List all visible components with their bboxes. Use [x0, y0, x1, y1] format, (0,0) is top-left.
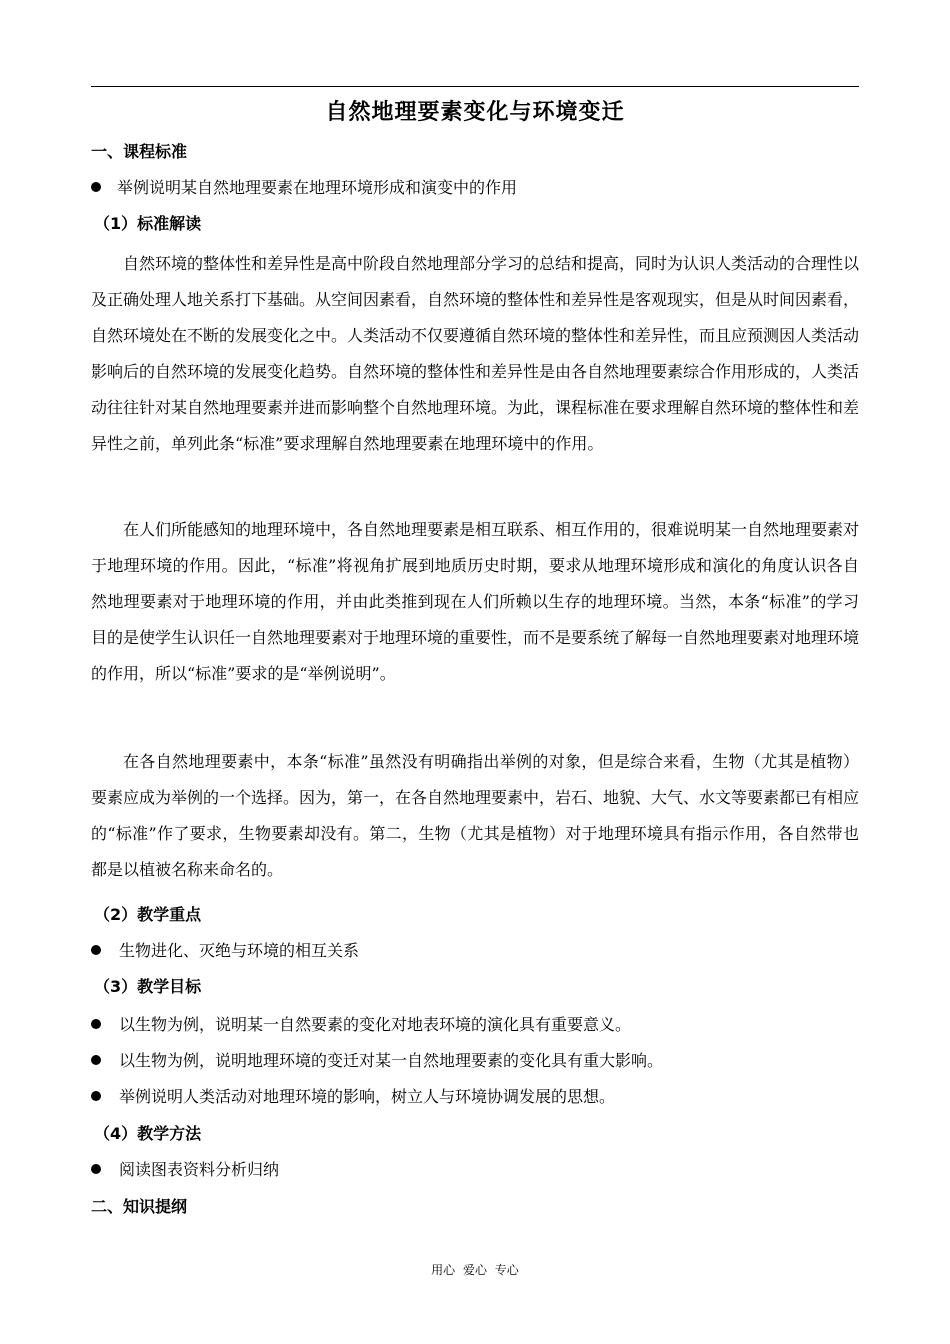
goal-item	[91, 1049, 663, 1073]
page-footer: 用心 爱心 专心	[431, 1263, 519, 1277]
standard-bullet-text: 举例说明某自然地理要素在地理环境形成和演变中的作用	[117, 178, 518, 197]
bullet-icon	[91, 945, 101, 955]
bullet-icon	[91, 1055, 101, 1065]
bullet-icon	[91, 182, 101, 192]
interpretation-paragraph-1: 自然环境的整体性和差异性是高中阶段自然地理部分学习的总结和提高，同时为认识人类活动的合理性以及正确处理人地关系打下基础。从空间因素看，自然环境的整体性和差异性是客观现实，但是从时间因素看，自然环境处在不断的发展变化之中。人类活动不仅要遵循自然环境的整体性和差异性，而且应预测因人类活动影响后的自然环境的发展变化趋势。自然环境的整体性和差异性是由各自然地理要素综合作用形成的，人类活动往往针对某自然地理要素并进而影响整个自然地理环境。为此，课程标准在要求理解自然环境的整体性和差异性之前，单列此条“标准”要求理解自然地理要素在地理环境中的作用。	[91, 254, 860, 454]
page-title: 自然地理要素变化与环境变迁	[325, 100, 625, 125]
bullet-icon	[91, 1019, 101, 1029]
methods-heading: （4）教学方法	[94, 1124, 202, 1143]
goal-item	[91, 1013, 631, 1037]
goal-item-text: 以生物为例，说明地理环境的变迁对某一自然地理要素的变化具有重大影响。	[119, 1051, 664, 1070]
focus-heading: （2）教学重点	[94, 905, 202, 924]
bullet-icon	[91, 1091, 101, 1101]
interpretation-paragraph-2: 在人们所能感知的地理环境中，各自然地理要素是相互联系、相互作用的，很难说明某一自然地理要素对于地理环境的作用。因此，“标准”将视角扩展到地质历史时期，要求从地理环境形成和演化的角度认识各自然地理要素对于地理环境的作用，并由此类推到现在人们所赖以生存的地理环境。当然，本条“标准”的学习目的是使学生认识任一自然地理要素对于地理环境的重要性，而不是要系统了解每一自然地理要素对地理环境的作用，所以“标准”要求的是“举例说明”。	[91, 520, 860, 684]
method-item	[91, 1158, 279, 1182]
top-rule	[91, 86, 859, 87]
goals-heading: （3）教学目标	[94, 977, 202, 996]
section1-heading: 一、课程标准	[91, 142, 188, 161]
bullet-icon	[91, 1164, 101, 1174]
focus-item-text: 生物进化、灭绝与环境的相互关系	[119, 941, 360, 960]
interpretation-heading: （1）标准解读	[94, 214, 202, 233]
goal-item	[91, 1085, 615, 1109]
goal-item-text: 举例说明人类活动对地理环境的影响，树立人与环境协调发展的思想。	[119, 1087, 616, 1106]
focus-item	[91, 939, 359, 963]
method-item-text: 阅读图表资料分析归纳	[119, 1160, 280, 1179]
interpretation-paragraph-3: 在各自然地理要素中，本条“标准”虽然没有明确指出举例的对象，但是综合来看，生物（尤其是植物）要素应成为举例的一个选择。因为，第一，在各自然地理要素中，岩石、地貌、大气、水文等要素都已有相应的“标准”作了要求，生物要素却没有。第二，生物（尤其是植物）对于地理环境具有指示作用，各自然带也都是以植被名称来命名的。	[91, 752, 860, 880]
standard-bullet	[91, 176, 517, 200]
section2-heading: 二、知识提纲	[91, 1197, 188, 1216]
goal-item-text: 以生物为例，说明某一自然要素的变化对地表环境的演化具有重要意义。	[119, 1015, 632, 1034]
